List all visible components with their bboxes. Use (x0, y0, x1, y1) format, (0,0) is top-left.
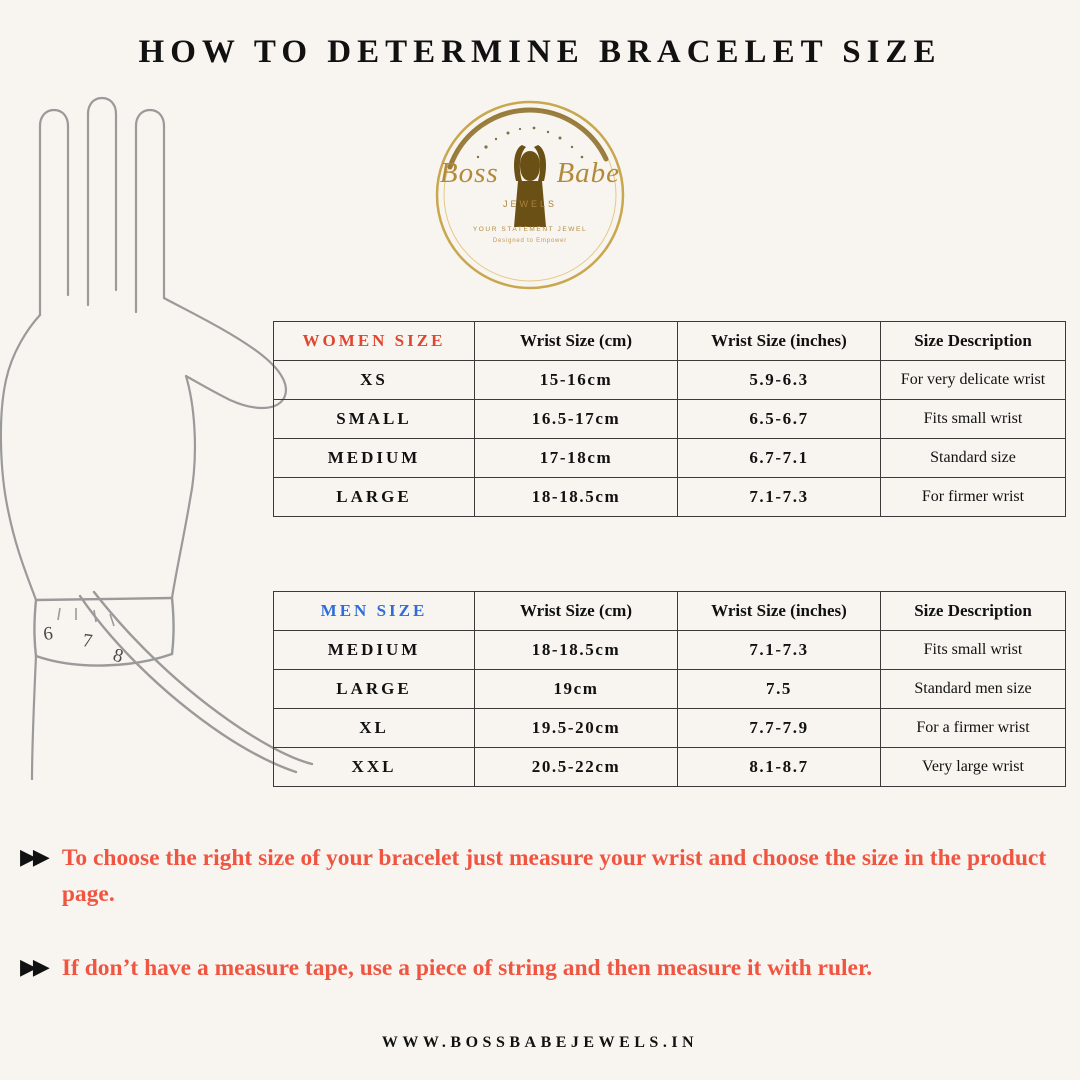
size-cm: 18-18.5cm (475, 478, 678, 517)
size-inches: 7.5 (678, 670, 881, 709)
size-inches: 6.7-7.1 (678, 439, 881, 478)
size-cm: 20.5-22cm (475, 748, 678, 787)
men-size-header: MEN SIZE (274, 592, 475, 631)
logo-brand-boss: Boss (439, 157, 499, 189)
size-inches: 8.1-8.7 (678, 748, 881, 787)
women-size-table (273, 321, 1066, 517)
wrist-inches-header: Wrist Size (inches) (678, 322, 881, 361)
logo-brand-text (430, 157, 630, 190)
wrist-cm-header: Wrist Size (cm) (475, 592, 678, 631)
size-inches: 5.9-6.3 (678, 361, 881, 400)
size-inches: 7.1-7.3 (678, 478, 881, 517)
table-row (274, 439, 1066, 478)
note-text: If don’t have a measure tape, use a piece of string and then measure it with ruler. (61, 955, 873, 981)
logo-subtitle: JEWELS (502, 199, 557, 209)
size-description-header: Size Description (881, 592, 1066, 631)
svg-text:8: 8 (110, 644, 126, 668)
size-description: Fits small wrist (881, 400, 1066, 439)
brand-logo (430, 95, 630, 295)
hand-illustration (0, 80, 320, 780)
wrist-inches-header: Wrist Size (inches) (678, 592, 881, 631)
logo-brand-babe: Babe (556, 157, 621, 189)
svg-text:7: 7 (81, 630, 94, 653)
size-description: Fits small wrist (881, 631, 1066, 670)
table-row (274, 670, 1066, 709)
table-row (274, 631, 1066, 670)
table-row (274, 748, 1066, 787)
size-label: SMALL (274, 400, 475, 439)
size-cm: 16.5-17cm (475, 400, 678, 439)
size-cm: 19.5-20cm (475, 709, 678, 748)
svg-text:6: 6 (42, 623, 54, 645)
footer-website: WWW.BOSSBABEJEWELS.IN (381, 1034, 699, 1051)
logo-tagline-secondary: Designed to Empower (492, 238, 568, 244)
size-label: XL (274, 709, 475, 748)
table-row (274, 478, 1066, 517)
table-header-row (274, 592, 1066, 631)
table-row (274, 361, 1066, 400)
size-description: Very large wrist (881, 748, 1066, 787)
size-description: For a firmer wrist (881, 709, 1066, 748)
table-header-row (274, 322, 1066, 361)
size-cm: 17-18cm (475, 439, 678, 478)
size-inches: 7.1-7.3 (678, 631, 881, 670)
size-description: Standard size (881, 439, 1066, 478)
size-cm: 18-18.5cm (475, 631, 678, 670)
size-inches: 6.5-6.7 (678, 400, 881, 439)
arrow-icon: ▶▶ (20, 844, 46, 869)
page-title: HOW TO DETERMINE BRACELET SIZE (138, 34, 942, 70)
note-item (20, 950, 1070, 986)
note-item (20, 840, 1070, 913)
size-label: XXL (274, 748, 475, 787)
table-row (274, 709, 1066, 748)
size-cm: 15-16cm (475, 361, 678, 400)
size-cm: 19cm (475, 670, 678, 709)
size-description: Standard men size (881, 670, 1066, 709)
logo-tagline: YOUR STATEMENT JEWEL (472, 226, 588, 233)
men-size-table (273, 591, 1066, 787)
size-description-header: Size Description (881, 322, 1066, 361)
size-label: LARGE (274, 670, 475, 709)
size-label: LARGE (274, 478, 475, 517)
note-text: To choose the right size of your bracelet just measure your wrist and choose the size in the product page. (61, 845, 1047, 908)
size-description: For very delicate wrist (881, 361, 1066, 400)
women-size-header: WOMEN SIZE (274, 322, 475, 361)
arrow-icon: ▶▶ (20, 954, 46, 979)
size-inches: 7.7-7.9 (678, 709, 881, 748)
size-label: MEDIUM (274, 631, 475, 670)
wrist-cm-header: Wrist Size (cm) (475, 322, 678, 361)
size-label: MEDIUM (274, 439, 475, 478)
size-description: For firmer wrist (881, 478, 1066, 517)
size-label: XS (274, 361, 475, 400)
table-row (274, 400, 1066, 439)
